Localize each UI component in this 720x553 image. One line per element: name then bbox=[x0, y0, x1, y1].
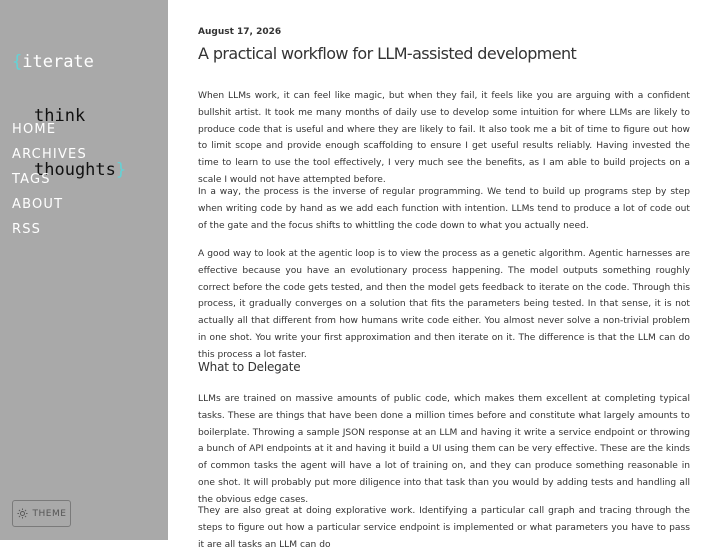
nav-link-tags[interactable]: TAGS bbox=[12, 172, 51, 187]
logo-word-think: think bbox=[34, 106, 86, 126]
sidebar bbox=[0, 0, 168, 540]
nav-item-home bbox=[12, 118, 87, 143]
nav-item-tags bbox=[12, 168, 87, 193]
post-date: August 17, 2026 bbox=[198, 27, 282, 37]
theme-toggle-button[interactable] bbox=[12, 500, 71, 527]
logo-word-iterate: iterate bbox=[22, 52, 94, 72]
post-paragraph: LLMs are trained on massive amounts of public code, which makes them excellent at completing typical tasks. These are things that have been done a million times before and constitute what largely amounts to boilerplate. Throwing a sample JSON response at an LLM and having it write a service endpoint or throwing a bunch of API endpoints at it and having it build a UI using them can be very effective. These are the kinds of common tasks the agent will have a lot of training on, and they can produce something reasonable in one shot. It will probably put more diligence into that task than you would by adding tests and handling all the obvious edge cases. bbox=[198, 394, 690, 505]
logo-open-brace: { bbox=[12, 52, 23, 72]
logo-close-brace: } bbox=[115, 160, 127, 180]
nav-item-rss bbox=[12, 218, 87, 243]
post-paragraph: When LLMs work, it can feel like magic, but when they fail, it feels like you are arguing with a confident bullshit artist. It took me many months of daily use to develop some intuition for where LLMs are likely to produce code that is useful and where they are likely to fail. It also took me a bit of time to figure out how to limit scope and provide enough scaffolding to ensure I get useful results reliably. Having invested the time to learn to use the tool effectively, I very much see the benefits, as I am able to build projects on a scale I would not have attempted before. bbox=[198, 91, 690, 185]
nav-item-archives bbox=[12, 143, 87, 168]
post-paragraph: They are also great at doing explorative work. Identifying a particular call graph and tracing through the steps to figure out how a particular service endpoint is implemented or what parameters you have to pass it are all tasks an LLM can do bbox=[198, 506, 690, 550]
logo-line-1 bbox=[12, 53, 126, 71]
section-heading: What to Delegate bbox=[198, 360, 301, 374]
nav-link-rss[interactable]: RSS bbox=[12, 222, 42, 237]
post-title: A practical workflow for LLM-assisted development bbox=[198, 44, 577, 63]
nav-link-home[interactable]: HOME bbox=[12, 122, 57, 137]
post-paragraph: In a way, the process is the inverse of regular programming. We tend to build up programs step by step when writing code by hand as we add each function with intention. LLMs tend to produce a lot of code out of the gate and the focus shifts to whittling the code down to what you actually need. bbox=[198, 187, 690, 231]
sun-icon bbox=[17, 508, 28, 519]
nav-link-archives[interactable]: ARCHIVES bbox=[12, 147, 87, 162]
theme-label: THEME bbox=[32, 508, 67, 519]
nav-item-about bbox=[12, 193, 87, 218]
nav-link-about[interactable]: ABOUT bbox=[12, 197, 64, 212]
sidebar-nav bbox=[12, 118, 87, 243]
post-paragraph: A good way to look at the agentic loop is to view the process as a genetic algorithm. Agentic harnesses are effective because you have an evolutionary process happening. The model outputs something roughly correct before the code gets tested, and then the model gets feedback to iterate on the code. Through this process, it gradually converges on a solution that fits the parameters being tested. In that sense, it is not actually all that different from how humans write code either. You almost never solve a non-trivial problem in one shot. You write your first approximation and then iterate on it. The difference is that the LLM can do this process a lot faster. bbox=[198, 249, 690, 360]
logo-word-thoughts: thoughts bbox=[34, 160, 116, 180]
